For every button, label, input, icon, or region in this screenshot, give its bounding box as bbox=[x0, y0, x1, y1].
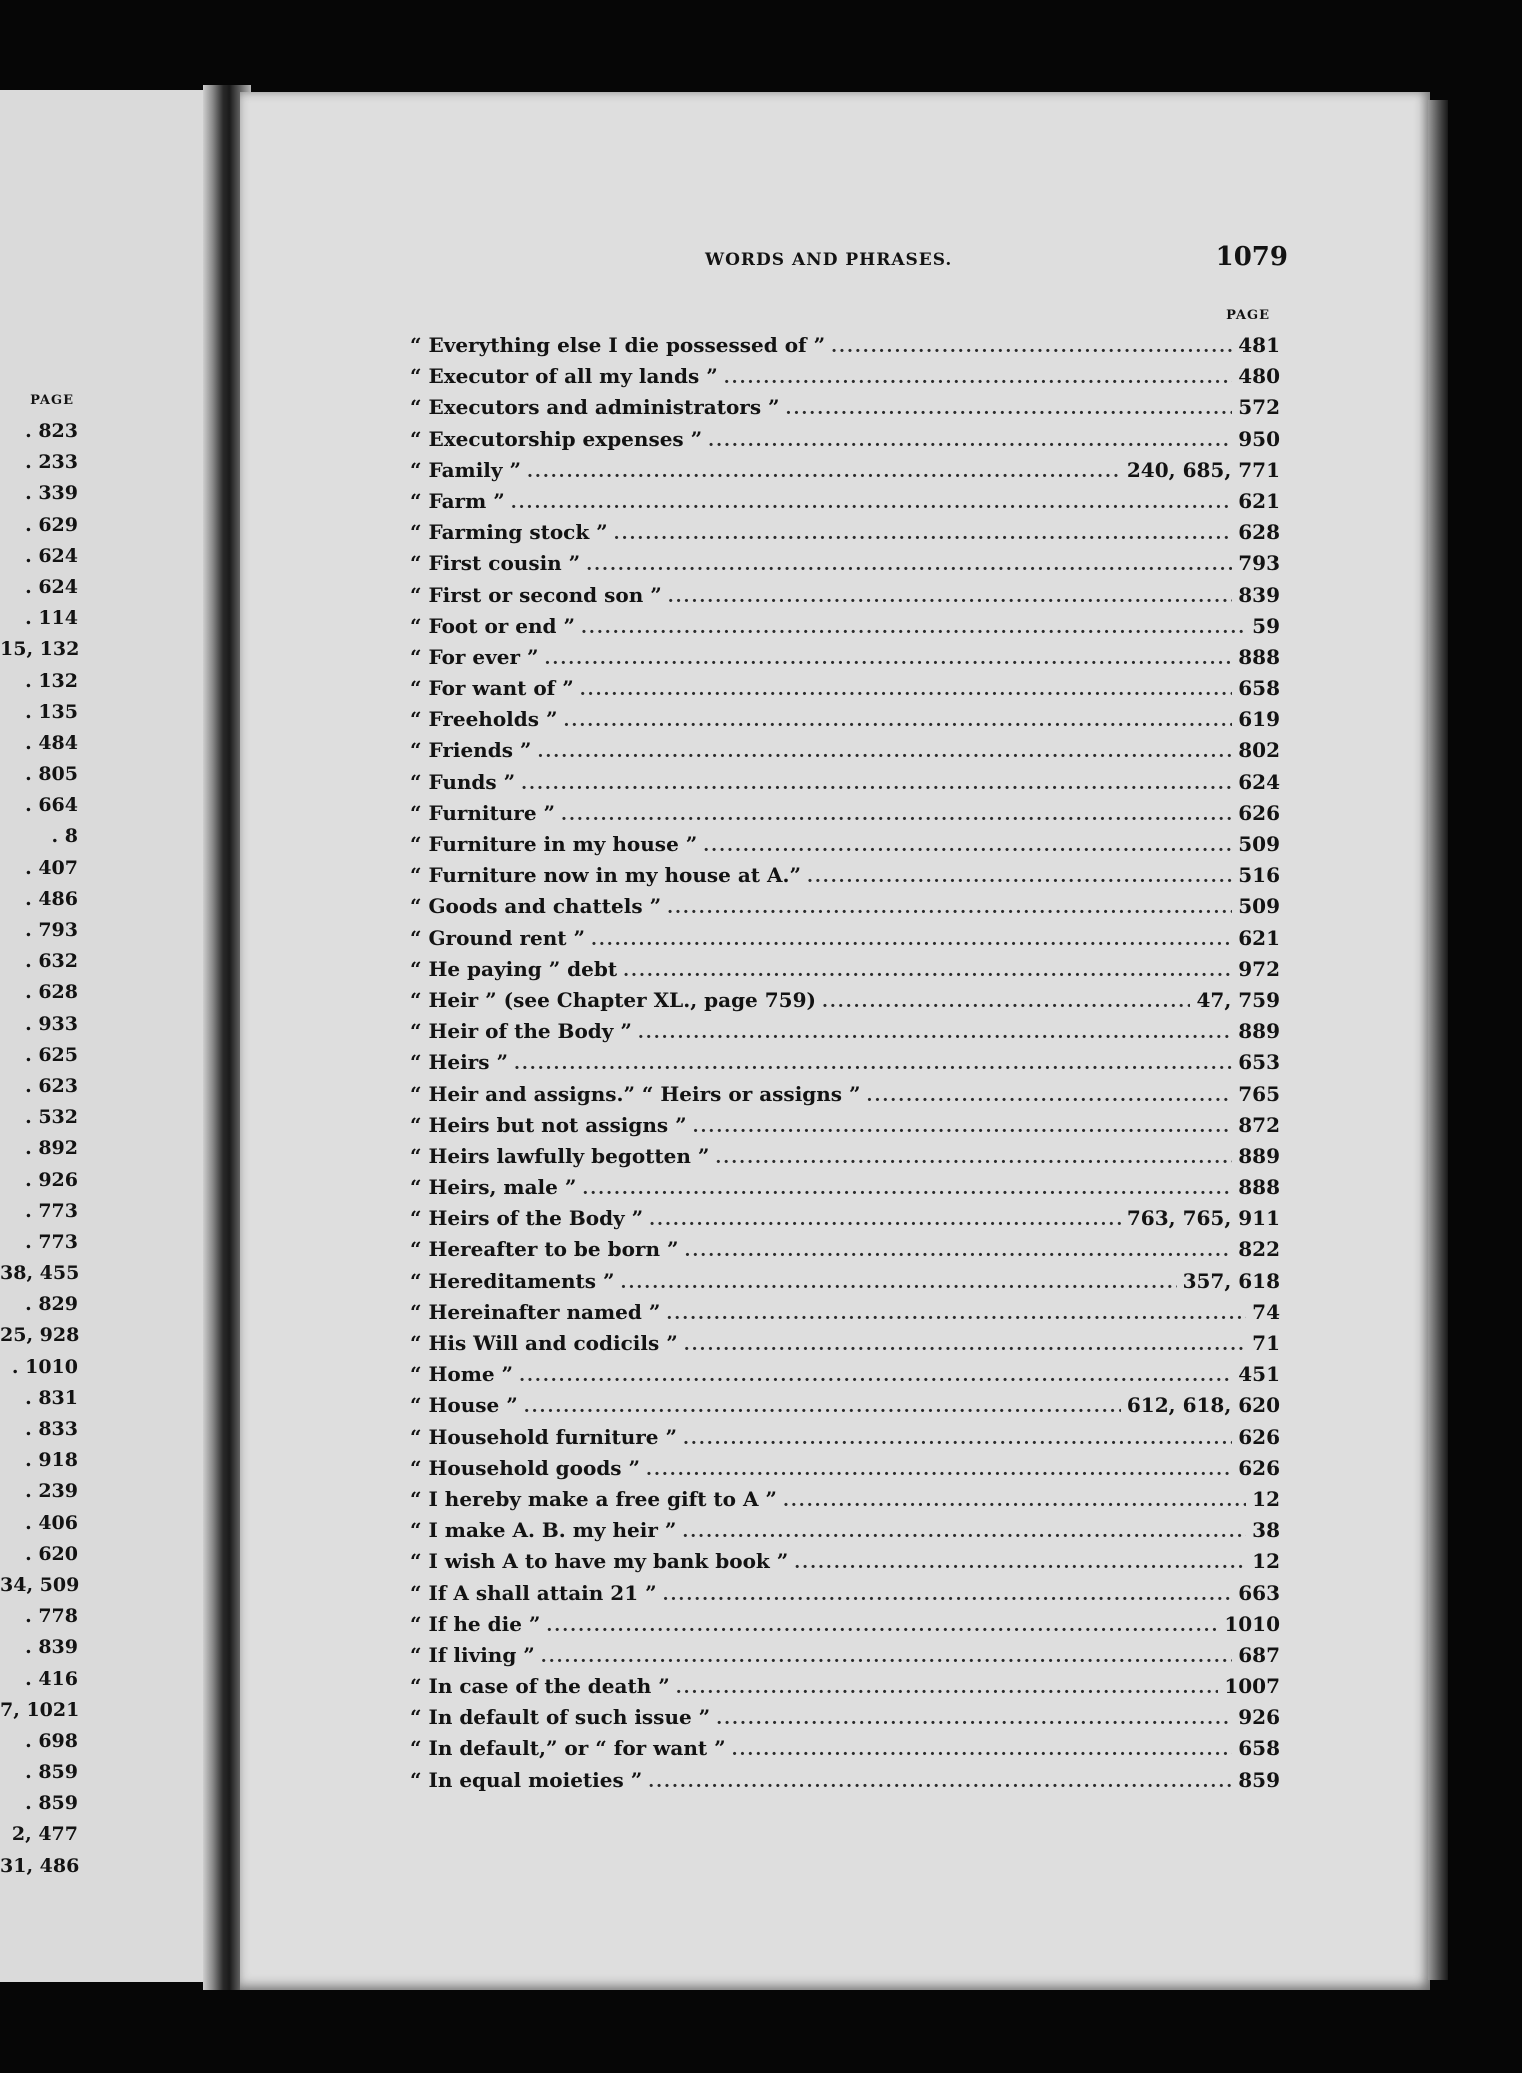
index-entry-page-ref: 763, 765, 911 bbox=[1126, 1206, 1280, 1231]
index-entry-page-ref: 687 bbox=[1238, 1642, 1280, 1667]
index-entry-page-ref: 793 bbox=[1238, 551, 1280, 576]
index-entry bbox=[410, 1047, 1280, 1078]
index-entry bbox=[410, 673, 1280, 704]
left-page-page-ref: . 629 bbox=[25, 513, 78, 536]
left-page-page-ref: . 778 bbox=[25, 1605, 78, 1628]
left-page-page-ref: 25, 928 bbox=[0, 1324, 80, 1347]
dot-leader bbox=[794, 1548, 1246, 1579]
index-entry-phrase: “ Farming stock ” bbox=[410, 520, 608, 545]
left-page-page-ref: . 831 bbox=[25, 1386, 78, 1409]
index-entry-page-ref: 12 bbox=[1252, 1486, 1280, 1511]
index-entry-page-ref: 481 bbox=[1238, 333, 1280, 357]
index-entry-page-ref: 888 bbox=[1238, 644, 1280, 669]
dot-leader bbox=[668, 582, 1233, 613]
left-page-page-ref: . 486 bbox=[25, 887, 78, 910]
index-entry bbox=[410, 517, 1280, 548]
index-entry bbox=[410, 1016, 1280, 1047]
index-entry-phrase: “ Heirs of the Body ” bbox=[410, 1206, 644, 1231]
index-entry-page-ref: 889 bbox=[1238, 1143, 1280, 1168]
dot-leader bbox=[519, 1361, 1232, 1392]
index-entry bbox=[410, 486, 1280, 517]
dot-leader bbox=[682, 1517, 1246, 1548]
index-entry-page-ref: 1007 bbox=[1224, 1674, 1280, 1699]
left-page-page-ref: . 918 bbox=[25, 1449, 78, 1472]
index-entry-page-ref: 357, 618 bbox=[1182, 1268, 1280, 1293]
dot-leader bbox=[582, 1174, 1232, 1205]
index-entry bbox=[410, 829, 1280, 860]
index-entry-page-ref: 1010 bbox=[1224, 1611, 1280, 1636]
left-page-page-ref: . 624 bbox=[25, 575, 78, 598]
left-page-page-ref: . 664 bbox=[25, 794, 78, 817]
dot-leader bbox=[561, 800, 1232, 831]
index-entry bbox=[410, 704, 1280, 735]
dot-leader bbox=[693, 1112, 1233, 1143]
index-entry-page-ref: 972 bbox=[1238, 956, 1280, 981]
dot-leader bbox=[537, 737, 1232, 768]
index-entry-page-ref: 628 bbox=[1238, 520, 1280, 545]
index-entry-page-ref: 74 bbox=[1252, 1299, 1280, 1324]
index-entry-page-ref: 950 bbox=[1238, 426, 1280, 451]
left-page-page-ref: 38, 455 bbox=[0, 1262, 80, 1285]
index-entry-page-ref: 451 bbox=[1238, 1362, 1280, 1387]
index-entry bbox=[410, 580, 1280, 611]
index-entry bbox=[410, 985, 1280, 1016]
dot-leader bbox=[614, 519, 1233, 550]
index-entry-phrase: “ Hereinafter named ” bbox=[410, 1299, 661, 1324]
index-entry bbox=[410, 611, 1280, 642]
left-page-page-ref: . 339 bbox=[25, 482, 78, 505]
index-entry bbox=[410, 1203, 1280, 1234]
index-entry-phrase: “ Everything else I die possessed of ” bbox=[410, 333, 826, 357]
page-number: 1079 bbox=[1215, 242, 1288, 272]
left-page-column-heading: PAGE bbox=[30, 393, 74, 408]
left-page-page-ref: . 623 bbox=[25, 1074, 78, 1097]
left-page-page-ref: . 773 bbox=[25, 1199, 78, 1222]
left-page-page-ref: . 628 bbox=[25, 981, 78, 1004]
index-entry bbox=[410, 1484, 1280, 1515]
dot-leader bbox=[684, 1330, 1246, 1361]
left-page-page-ref: . 114 bbox=[25, 607, 78, 630]
left-page-page-ref: 15, 132 bbox=[0, 638, 80, 661]
page-column-heading: PAGE bbox=[1226, 308, 1270, 323]
index-entry-phrase: “ Executors and administrators ” bbox=[410, 395, 780, 420]
page-fore-edge bbox=[1428, 100, 1448, 1980]
index-entry-page-ref: 626 bbox=[1238, 1455, 1280, 1480]
index-entry bbox=[410, 735, 1280, 766]
index-entry-page-ref: 802 bbox=[1238, 738, 1280, 763]
index-entry-phrase: “ Heir ” (see Chapter XL., page 759) bbox=[410, 987, 816, 1012]
left-page-page-ref: . 859 bbox=[25, 1792, 78, 1815]
index-entry-phrase: “ Heirs, male ” bbox=[410, 1175, 577, 1200]
left-page-page-ref: . 135 bbox=[25, 700, 78, 723]
dot-leader bbox=[783, 1486, 1246, 1517]
left-page-page-ref: . 1010 bbox=[11, 1355, 78, 1378]
left-page-page-ref: 31, 486 bbox=[0, 1854, 80, 1877]
left-page bbox=[0, 90, 212, 1982]
dot-leader bbox=[822, 987, 1191, 1018]
left-page-page-ref: 7, 1021 bbox=[0, 1698, 80, 1721]
index-entry-phrase: “ Household furniture ” bbox=[410, 1424, 677, 1449]
index-entry bbox=[410, 1702, 1280, 1733]
dot-leader bbox=[716, 1704, 1232, 1735]
left-page-page-ref: . 823 bbox=[25, 420, 78, 442]
dot-leader bbox=[867, 1081, 1233, 1112]
dot-leader bbox=[591, 925, 1232, 956]
index-entry-page-ref: 839 bbox=[1238, 582, 1280, 607]
index-entry-phrase: “ In case of the death ” bbox=[410, 1674, 670, 1699]
left-page-page-ref: . 132 bbox=[25, 669, 78, 692]
index-entry-page-ref: 765 bbox=[1238, 1081, 1280, 1106]
dot-leader bbox=[545, 644, 1233, 675]
index-entry-page-ref: 888 bbox=[1238, 1175, 1280, 1200]
index-entry-page-ref: 658 bbox=[1238, 1736, 1280, 1761]
index-entry-phrase: “ Hereafter to be born ” bbox=[410, 1237, 679, 1262]
index-entry bbox=[410, 1765, 1280, 1796]
index-entry-phrase: “ First cousin ” bbox=[410, 551, 581, 576]
dot-leader bbox=[564, 706, 1233, 737]
left-page-page-ref: . 698 bbox=[25, 1729, 78, 1752]
index-entry bbox=[410, 1390, 1280, 1421]
index-entry-phrase: “ For ever ” bbox=[410, 644, 539, 669]
index-entry-phrase: “ Heir of the Body ” bbox=[410, 1019, 632, 1044]
index-entry-phrase: “ Household goods ” bbox=[410, 1455, 641, 1480]
index-entry bbox=[410, 767, 1280, 798]
index-entry-phrase: “ If he die ” bbox=[410, 1611, 541, 1636]
index-entry-phrase: “ I wish A to have my bank book ” bbox=[410, 1549, 789, 1574]
index-entry bbox=[410, 923, 1280, 954]
dot-leader bbox=[786, 394, 1233, 425]
index-entry-page-ref: 71 bbox=[1252, 1331, 1280, 1355]
left-page-page-ref: . 933 bbox=[25, 1012, 78, 1035]
left-page-page-ref: . 892 bbox=[25, 1137, 78, 1160]
index-entry-phrase: “ Furniture ” bbox=[410, 800, 556, 825]
index-entry bbox=[410, 1609, 1280, 1640]
left-page-page-ref: . 416 bbox=[25, 1667, 78, 1690]
index-entry bbox=[410, 1266, 1280, 1297]
index-entry-phrase: “ Friends ” bbox=[410, 738, 532, 763]
index-entry-phrase: “ Heirs lawfully begotten ” bbox=[410, 1143, 710, 1168]
index-entry-page-ref: 626 bbox=[1238, 800, 1280, 825]
index-entry bbox=[410, 392, 1280, 423]
left-page-page-ref: . 632 bbox=[25, 950, 78, 973]
index-entry bbox=[410, 1546, 1280, 1577]
index-entry-phrase: “ In default,” or “ for want ” bbox=[410, 1736, 726, 1761]
dot-leader bbox=[703, 831, 1232, 862]
index-entry-phrase: “ His Will and codicils ” bbox=[410, 1331, 678, 1355]
index-entry-page-ref: 889 bbox=[1238, 1019, 1280, 1044]
left-page-page-ref: . 773 bbox=[25, 1230, 78, 1253]
index-entry bbox=[410, 1079, 1280, 1110]
index-entry-phrase: “ I hereby make a free gift to A ” bbox=[410, 1486, 777, 1511]
index-entry-list bbox=[410, 330, 1280, 1796]
index-entry bbox=[410, 1359, 1280, 1390]
index-entry bbox=[410, 954, 1280, 985]
index-entry bbox=[410, 860, 1280, 891]
left-page-page-ref: . 620 bbox=[25, 1542, 78, 1565]
index-entry-page-ref: 658 bbox=[1238, 676, 1280, 701]
left-page-page-ref: . 833 bbox=[25, 1418, 78, 1440]
index-entry-page-ref: 822 bbox=[1238, 1237, 1280, 1262]
index-entry-page-ref: 509 bbox=[1238, 894, 1280, 919]
index-entry bbox=[410, 548, 1280, 579]
dot-leader bbox=[732, 1735, 1233, 1766]
index-entry-page-ref: 621 bbox=[1238, 488, 1280, 513]
dot-leader bbox=[663, 1580, 1233, 1611]
running-head-title: WORDS AND PHRASES. bbox=[705, 250, 953, 270]
dot-leader bbox=[514, 1049, 1232, 1080]
index-entry bbox=[410, 1172, 1280, 1203]
index-entry-phrase: “ Goods and chattels ” bbox=[410, 894, 662, 919]
index-entry bbox=[410, 424, 1280, 455]
dot-leader bbox=[521, 769, 1232, 800]
left-page-page-ref: . 859 bbox=[25, 1761, 78, 1784]
index-entry-phrase: “ Foot or end ” bbox=[410, 613, 576, 638]
left-page-page-ref: . 926 bbox=[25, 1168, 78, 1191]
left-page-page-ref: . 839 bbox=[25, 1636, 78, 1659]
dot-leader bbox=[527, 457, 1121, 488]
index-entry bbox=[410, 642, 1280, 673]
index-entry bbox=[410, 1297, 1280, 1328]
index-entry-phrase: “ First or second son ” bbox=[410, 582, 662, 607]
index-entry-phrase: “ If living ” bbox=[410, 1642, 535, 1667]
index-entry-page-ref: 926 bbox=[1238, 1705, 1280, 1730]
index-entry-phrase: “ Heirs ” bbox=[410, 1050, 508, 1075]
dot-leader bbox=[648, 1767, 1232, 1798]
index-entry-phrase: “ Heirs but not assigns ” bbox=[410, 1112, 687, 1137]
index-entry-page-ref: 47, 759 bbox=[1196, 987, 1280, 1012]
index-entry-phrase: “ He paying ” debt bbox=[410, 956, 618, 981]
index-entry-phrase: “ Executorship expenses ” bbox=[410, 426, 703, 451]
index-entry-page-ref: 621 bbox=[1238, 925, 1280, 950]
dot-leader bbox=[708, 426, 1232, 457]
index-entry-phrase: “ Heir and assigns.” “ Heirs or assigns ” bbox=[410, 1081, 861, 1106]
left-page-page-ref: . 793 bbox=[25, 919, 78, 941]
dot-leader bbox=[807, 862, 1232, 893]
index-entry-phrase: “ Funds ” bbox=[410, 769, 516, 794]
left-page-page-ref: 34, 509 bbox=[0, 1573, 80, 1596]
index-entry bbox=[410, 891, 1280, 922]
index-entry-page-ref: 516 bbox=[1238, 863, 1280, 888]
left-page-page-ref: . 625 bbox=[25, 1043, 78, 1066]
index-entry bbox=[410, 1671, 1280, 1702]
index-entry-phrase: “ I make A. B. my heir ” bbox=[410, 1518, 677, 1543]
index-entry-phrase: “ Family ” bbox=[410, 457, 521, 482]
index-entry bbox=[410, 1234, 1280, 1265]
index-entry-phrase: “ Freeholds ” bbox=[410, 707, 558, 732]
index-entry-phrase: “ If A shall attain 21 ” bbox=[410, 1580, 657, 1605]
left-page-page-ref: . 532 bbox=[25, 1106, 78, 1129]
dot-leader bbox=[649, 1205, 1121, 1236]
index-entry bbox=[410, 1141, 1280, 1172]
dot-leader bbox=[581, 613, 1246, 644]
index-entry-phrase: “ In equal moieties ” bbox=[410, 1767, 643, 1792]
left-page-page-ref: . 805 bbox=[25, 763, 78, 786]
index-entry-page-ref: 480 bbox=[1238, 364, 1280, 389]
dot-leader bbox=[638, 1018, 1232, 1049]
index-entry bbox=[410, 361, 1280, 392]
dot-leader bbox=[724, 363, 1233, 394]
dot-leader bbox=[511, 488, 1233, 519]
index-entry bbox=[410, 1110, 1280, 1141]
dot-leader bbox=[683, 1424, 1232, 1455]
index-entry-phrase: “ Farm ” bbox=[410, 488, 505, 513]
index-entry-phrase: “ For want of ” bbox=[410, 676, 574, 701]
index-entry-phrase: “ House ” bbox=[410, 1393, 518, 1418]
left-page-page-ref: . 8 bbox=[51, 825, 78, 848]
index-entry-page-ref: 653 bbox=[1238, 1050, 1280, 1075]
dot-leader bbox=[715, 1143, 1232, 1174]
left-page-page-ref: . 624 bbox=[25, 544, 78, 567]
index-entry-phrase: “ In default of such issue ” bbox=[410, 1705, 711, 1730]
index-entry bbox=[410, 1328, 1280, 1359]
index-entry-page-ref: 12 bbox=[1252, 1549, 1280, 1574]
index-entry-page-ref: 619 bbox=[1238, 707, 1280, 732]
dot-leader bbox=[541, 1642, 1232, 1673]
index-entry-page-ref: 509 bbox=[1238, 832, 1280, 856]
index-entry-page-ref: 612, 618, 620 bbox=[1126, 1393, 1280, 1418]
dot-leader bbox=[676, 1673, 1219, 1704]
index-entry bbox=[410, 1515, 1280, 1546]
index-entry-phrase: “ Ground rent ” bbox=[410, 925, 585, 950]
index-entry-phrase: “ Furniture in my house ” bbox=[410, 832, 698, 856]
left-page-page-ref: . 407 bbox=[25, 856, 78, 879]
index-entry-page-ref: 572 bbox=[1238, 395, 1280, 420]
dot-leader bbox=[646, 1455, 1232, 1486]
index-entry bbox=[410, 1578, 1280, 1609]
index-entry-page-ref: 663 bbox=[1238, 1580, 1280, 1605]
dot-leader bbox=[684, 1236, 1232, 1267]
index-entry bbox=[410, 455, 1280, 486]
left-page-page-ref: . 829 bbox=[25, 1293, 78, 1316]
left-page-page-ref: . 239 bbox=[25, 1480, 78, 1503]
left-page-page-ref: 2, 477 bbox=[11, 1823, 78, 1846]
index-entry-page-ref: 859 bbox=[1238, 1767, 1280, 1792]
dot-leader bbox=[667, 893, 1232, 924]
index-entry-page-ref: 626 bbox=[1238, 1424, 1280, 1449]
dot-leader bbox=[623, 956, 1232, 987]
left-page-page-ref: . 484 bbox=[25, 731, 78, 754]
index-entry-phrase: “ Hereditaments ” bbox=[410, 1268, 615, 1293]
index-entry-page-ref: 240, 685, 771 bbox=[1126, 457, 1280, 482]
index-entry-phrase: “ Home ” bbox=[410, 1362, 514, 1387]
dot-leader bbox=[621, 1268, 1177, 1299]
index-entry-page-ref: 59 bbox=[1252, 613, 1280, 638]
left-page-page-ref: . 406 bbox=[25, 1511, 78, 1534]
index-entry bbox=[410, 1453, 1280, 1484]
dot-leader bbox=[524, 1392, 1121, 1423]
index-entry bbox=[410, 1733, 1280, 1764]
index-entry-phrase: “ Executor of all my lands ” bbox=[410, 364, 718, 389]
index-entry bbox=[410, 1422, 1280, 1453]
index-entry bbox=[410, 330, 1280, 361]
dot-leader bbox=[831, 332, 1232, 363]
running-head bbox=[240, 242, 1430, 290]
left-page-reference-column bbox=[0, 416, 78, 1882]
dot-leader bbox=[666, 1299, 1246, 1330]
dot-leader bbox=[546, 1611, 1218, 1642]
dot-leader bbox=[580, 675, 1233, 706]
left-page-page-ref: . 233 bbox=[25, 451, 78, 474]
index-entry-page-ref: 624 bbox=[1238, 769, 1280, 794]
index-entry-phrase: “ Furniture now in my house at A.” bbox=[410, 863, 801, 888]
dot-leader bbox=[586, 550, 1232, 581]
index-entry bbox=[410, 798, 1280, 829]
index-entry bbox=[410, 1640, 1280, 1671]
index-entry-page-ref: 872 bbox=[1238, 1112, 1280, 1137]
index-entry-page-ref: 38 bbox=[1252, 1518, 1280, 1543]
